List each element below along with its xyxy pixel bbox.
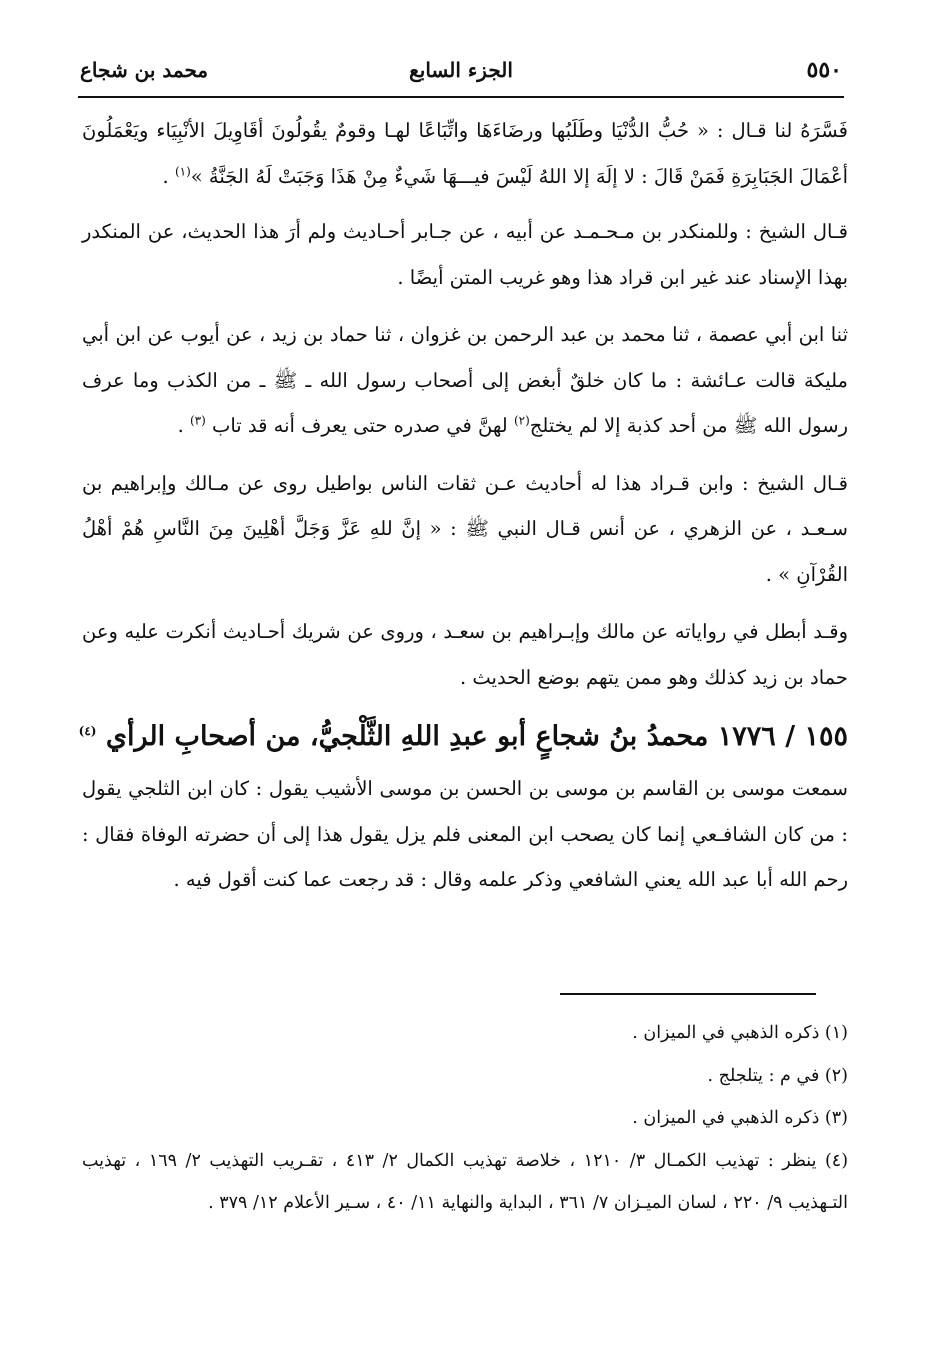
footnote-ref-4: (٤) (78, 724, 97, 738)
header-divider (78, 96, 844, 98)
footnote-1: (١) ذكره الذهبي في الميزان . (632, 1023, 848, 1043)
footnote-3: (٣) ذكره الذهبي في الميزان . (632, 1108, 848, 1128)
footnote-4: (٤) ينظر : تهذيب الكمـال ٣/ ١٢١٠ ، خلاصة تهذيب الكمال ٢/ ٤١٣ ، تقـريب التهذيب ٢/ ١٦٩ ، تهذيب التـهذيب ٩/ ٢٢٠ ، لسان الميـزان ٧/ ٣٦١ ، البداية والنهاية ١١/ ٤٠ ، سـير الأعلام ١٢/ ٣٧٩ . (82, 1150, 849, 1213)
paragraph-ibn-qurad: قـال الشيخ : وابن قـراد هذا له أحاديث عـن ثقات الناس بواطيل روى عن مـالك وإبراهيم بن سـعـد ، عن الزهري ، عن أنس قـال النبي ﷺ : « إنَّ للهِ عَزَّ وَجَلَّ أهْلِينَ مِنَ النَّاسِ هُمْ أهْلُ القُرْآنِ » . (82, 471, 848, 586)
biography-entry-heading: ١٥٥ / ١٧٧٦ محمدُ بنُ شجاعٍ أبو عبدِ اللهِ الثَّلْجيُّ، من أصحابِ الرأي $^{(٤)}$ (78, 721, 848, 752)
footnote-ref-2: (٢) (513, 413, 530, 428)
page-header (80, 50, 842, 90)
main-text (78, 108, 848, 915)
paragraph-abtal: وقـد أبطل في رواياته عن مالك وإبـراهيم بن سعـد ، وروى عن شريك أحـاديث أنكرت عليه وعن حماد بن زيد كذلك وهو ممن يتهم بوضع الحديث . (82, 620, 848, 689)
footnote-ref-3: (٣) (189, 413, 206, 428)
paragraph-aisha-hadith: ثنا ابن أبي عصمة ، ثنا محمد بن عبد الرحمن بن غزوان ، ثنا حماد بن زيد ، عن أيوب عن ابن أبي مليكة قالت عـائشة : ما كان خلقٌ أبغض إلى أصحاب رسول الله ـ ﷺ ـ من الكذب وما عرف رسول الله ﷺ من أحد كذبة إلا لم يختلج$^{(٢)}$ لهنَّ في صدره حتى يعرف أنه قد تاب $^{(٣)}$ . (82, 323, 848, 437)
paragraph-sheikh-munkadir: قـال الشيخ : وللمنكدر بن مـحـمـد عن أبيه ، عن جـابر أحـاديث ولم أرَ هذا الحديث، عن المنكدر بهذا الإسناد عند غير ابن قراد هذا وهو غريب المتن أيضًا . (82, 220, 848, 289)
paragraph-hadith-dunya: فَسَّرَهُ لنا قـال : « حُبُّ الدُّنْيَا وطَلَبُها ورضَاءَهَا واتِّبَاعًا لهـا وقومٌ يقُولُونَ أقَاوِيلَ الأنْبِيَاء ويَعْمَلُونَ أعْمَالَ الجَبَابِرَةِ فَمَنْ قَالَ : لا إلَهَ إلا اللهُ لَيْسَ فيـــهَا شَيءٌ مِنْ هَذَا وَجَبَتْ لَهُ الجَنَّةُ »$^{(١)}$ . (82, 119, 848, 188)
page-number: ٥٥٠ (806, 57, 842, 83)
footnote-ref-1: (١) (174, 164, 191, 178)
footnote-2: (٢) في م : يتلجلج . (707, 1065, 848, 1086)
paragraph-thalji: سمعت موسى بن القاسم بن موسى بن الحسن بن موسى الأشيب يقول : كان ابن الثلجي يقول : من كان الشافـعي إنما كان يصحب ابن المعنى فلم يزل يقول هذا إلى أن حضرته الوفاة فقال : رحم الله أبا عبد الله يعني الشافعي وذكر علمه وقال : قد رجعت عما كنت أقول فيه . (82, 777, 848, 891)
running-title: محمد بن شجاع (80, 58, 209, 82)
chapter-title: الجزء السابع (409, 58, 513, 82)
footnote-divider (560, 993, 816, 995)
footnotes (82, 1012, 848, 1225)
